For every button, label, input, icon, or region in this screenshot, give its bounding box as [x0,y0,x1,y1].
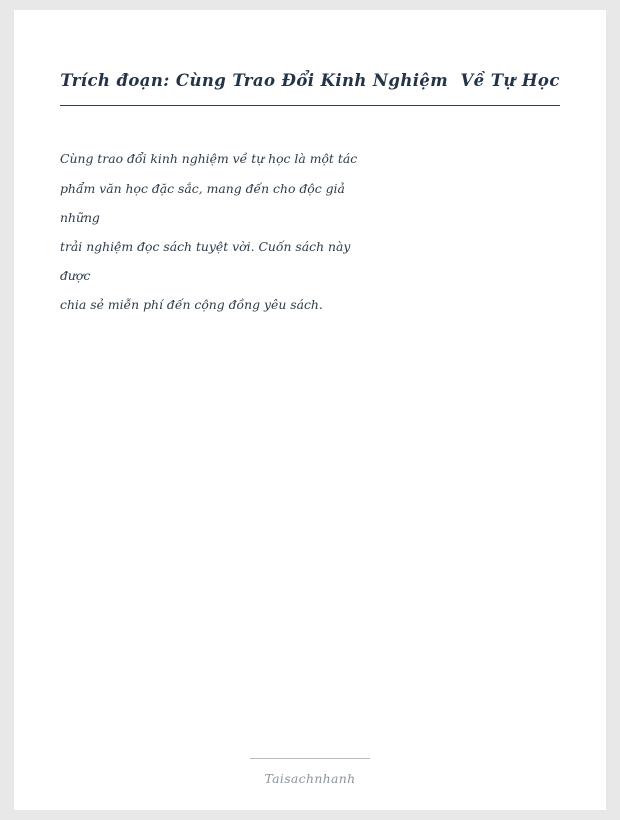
title-divider [60,105,560,106]
page-footer [14,758,606,786]
footer-label: Taisachnhanh [264,771,356,786]
paragraph-line: Cùng trao đổi kinh nghiệm về tự học là một tác [60,151,358,167]
footer-divider [250,758,370,759]
document-content [14,10,606,810]
paragraph-line: chia sẻ miễn phí đến cộng đồng yêu sách. [60,297,323,313]
excerpt-paragraph [60,144,360,319]
paragraph-line: trải nghiệm đọc sách tuyệt vời. Cuốn sách này được [60,238,355,283]
document-page [14,10,606,810]
page-title: Trích đoạn: Cùng Trao Đổi Kinh Nghiệm Về Tự Học [60,71,560,90]
paragraph-line: phẩm văn học đặc sắc, mang đến cho độc giả những [60,180,349,225]
